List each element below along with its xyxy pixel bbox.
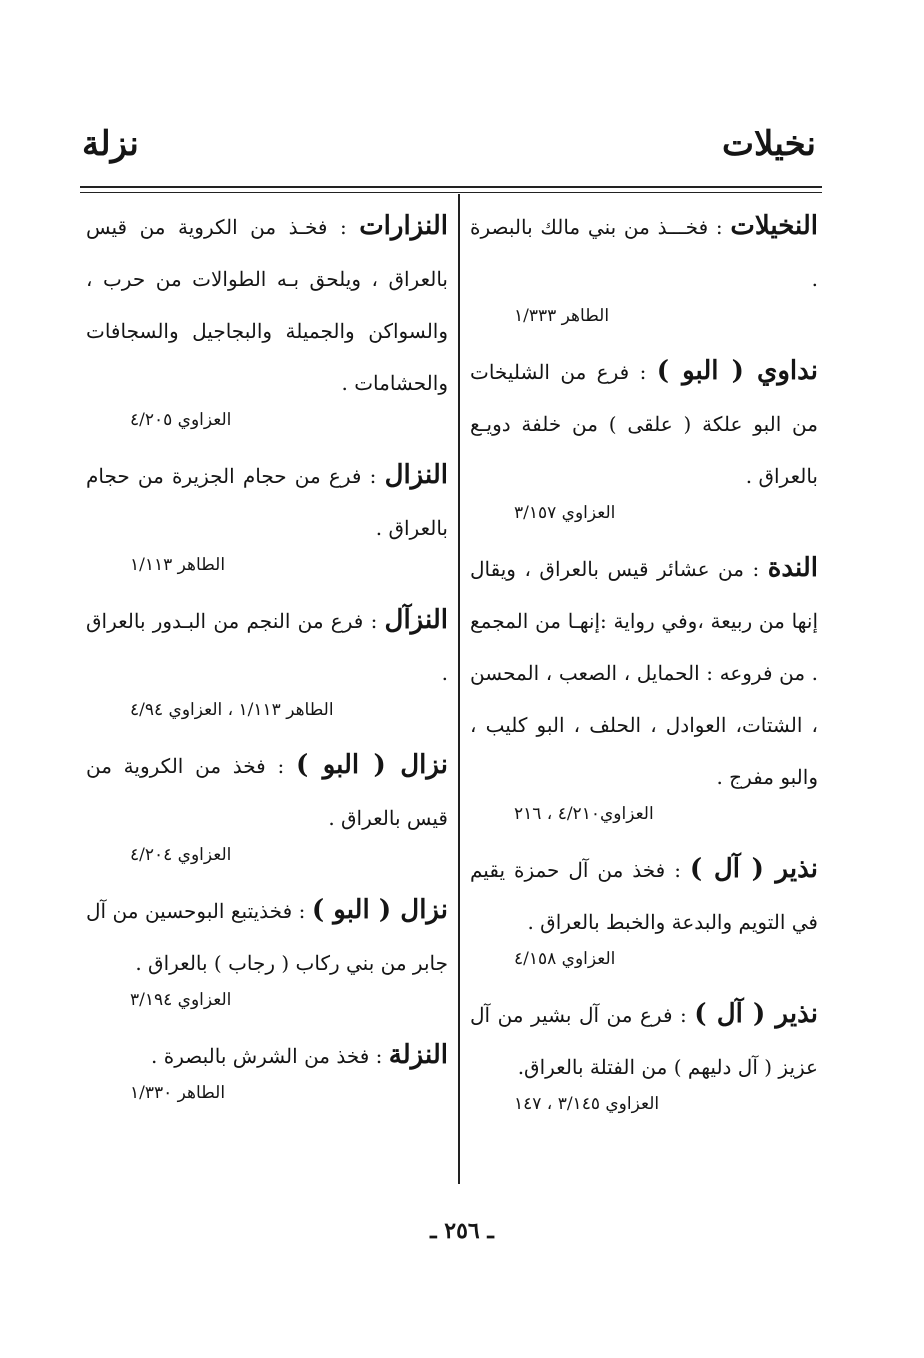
entry-body bbox=[86, 739, 448, 844]
entry-term: نزال ( البو ) bbox=[311, 895, 448, 925]
entry-body bbox=[470, 200, 818, 305]
entry-term: نذير ( آل ) bbox=[694, 999, 818, 1029]
entry-body bbox=[86, 200, 448, 409]
entry-citation: العزاوي ٣/١٥٧ bbox=[514, 503, 616, 523]
entry bbox=[470, 843, 818, 974]
entry-term: الندة bbox=[767, 553, 818, 583]
entry-citation: العزاوي ٤/٢٠٥ bbox=[130, 410, 232, 430]
entry-text: : فرع من الشليخات من البو علكة ( علقى ) من خلفة دويـع بالعراق . bbox=[470, 360, 818, 488]
page-number: ـ ٢٥٦ ـ bbox=[430, 1218, 494, 1244]
entry-citation: الطاهر ١/٣٣٠ bbox=[130, 1083, 226, 1103]
entry bbox=[86, 884, 448, 1015]
entry-body bbox=[470, 988, 818, 1093]
entry bbox=[470, 345, 818, 528]
entry-body bbox=[470, 843, 818, 948]
entry-body bbox=[470, 345, 818, 502]
entry-term: النخيلات bbox=[730, 211, 818, 241]
entry-text: : فخـذ من الكروية من قيس بالعراق ، ويلحق بـه الطوالات من حرب ، والسواكن والجميلة والبجاجيل والسجافات والحشامات . bbox=[86, 215, 448, 395]
entry-citation: الطاهر ١/٣٣٣ bbox=[514, 306, 610, 326]
entry-term: النزال bbox=[384, 460, 449, 490]
entry-citation: العزاوي ٤/١٥٨ bbox=[514, 949, 616, 969]
entry bbox=[86, 1029, 448, 1108]
header-rule bbox=[80, 186, 822, 188]
entry bbox=[470, 542, 818, 829]
running-header-left: نزلة bbox=[82, 124, 139, 164]
entry bbox=[86, 739, 448, 870]
entry-citation: الطاهر ١/١١٣ ، العزاوي ٤/٩٤ bbox=[130, 700, 334, 720]
entry bbox=[470, 988, 818, 1119]
entry-citation: العزاوي ٤/٢٠٤ bbox=[130, 845, 232, 865]
entry-body bbox=[86, 594, 448, 699]
entry-text: : فخـــذ من بني مالك بالبصرة . bbox=[470, 215, 818, 291]
entry bbox=[86, 200, 448, 435]
entry-text: : فخذيتبع البوحسين من آل جابر من بني ركاب ( رجاب ) بالعراق . bbox=[86, 899, 448, 975]
column-divider bbox=[458, 194, 460, 1184]
entry bbox=[86, 449, 448, 580]
entry-citation: الطاهر ١/١١٣ bbox=[130, 555, 226, 575]
entry bbox=[86, 594, 448, 725]
entry-term: نداوي ( البو ) bbox=[656, 356, 819, 386]
right-column bbox=[470, 200, 818, 1133]
entry-term: النزآل bbox=[384, 605, 448, 635]
entry-body bbox=[86, 1029, 448, 1082]
entry-citation: العزاوي٤/٢١٠ ، ٢١٦ bbox=[514, 804, 654, 824]
left-column bbox=[86, 200, 448, 1122]
entry-text: : فخذ من الشرش بالبصرة . bbox=[151, 1044, 383, 1068]
entry-term: نذير ( آل ) bbox=[689, 854, 818, 884]
running-header-right: نخيلات bbox=[722, 124, 816, 164]
entry-text: : فرع من النجم من البـدور بالعراق . bbox=[86, 609, 448, 685]
entry-text: : فخذ من آل حمزة يقيم في التويم والبدعة والخبط بالعراق . bbox=[470, 858, 818, 934]
entry-body bbox=[86, 884, 448, 989]
entry-term: نزال ( البو ) bbox=[295, 750, 448, 780]
entry bbox=[470, 200, 818, 331]
entry-citation: العزاوي ٣/١٤٥ ، ١٤٧ bbox=[514, 1094, 660, 1114]
entry-body bbox=[470, 542, 818, 803]
entry-term: النزلة bbox=[388, 1040, 448, 1070]
entry-term: النزارات bbox=[359, 211, 449, 241]
entry-body bbox=[86, 449, 448, 554]
entry-text: : فرع من حجام الجزيرة من حجام بالعراق . bbox=[86, 464, 448, 540]
header-rule-thin bbox=[80, 192, 822, 193]
entry-citation: العزاوي ٣/١٩٤ bbox=[130, 990, 232, 1010]
entry-text: : فرع من آل بشير من آل عزيز ( آل دليهم ) من الفتلة بالعراق. bbox=[470, 1003, 818, 1079]
entry-text: : من عشائر قيس بالعراق ، ويقال إنها من ربيعة ،وفي رواية :إنهـا من المجمع . من فروعه : الحمايل ، الصعب ، المحسن ، الشتات، العوادل ، الحلف ، البو كليب ، والبو مفرج . bbox=[470, 557, 818, 789]
entry-text: : فخذ من الكروية من قيس بالعراق . bbox=[86, 754, 448, 830]
